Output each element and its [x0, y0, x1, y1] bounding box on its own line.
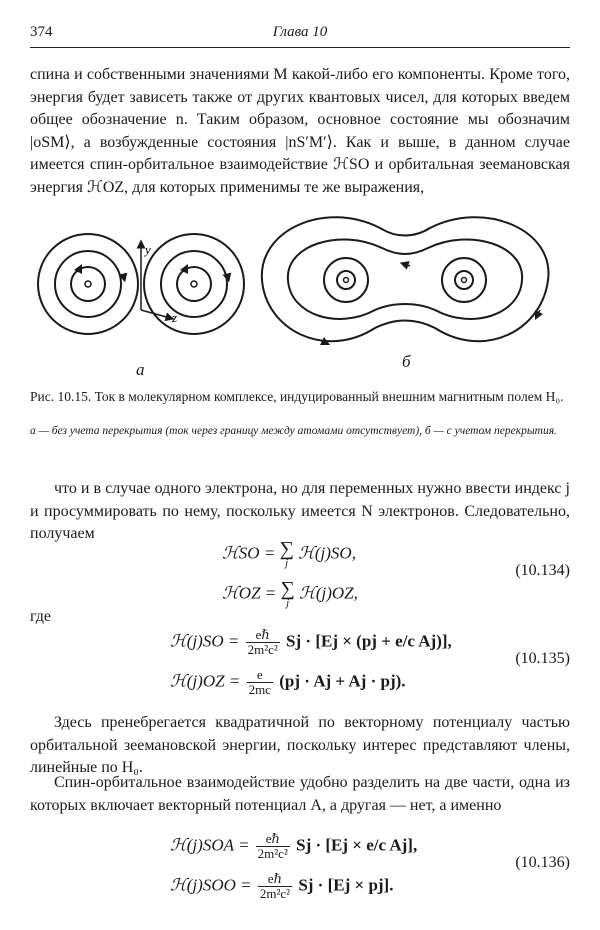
paragraph-3: Здесь пренебрегается квадратичной по векторному потенциалу частью орбитальной зеемановской энергии, поскольку интерес представляют члены, линейные по H₀. [30, 714, 570, 777]
eq134-number: (10.134) [515, 562, 570, 579]
figure-10-15 [30, 210, 570, 385]
figure-caption: Рис. 10.15. Ток в молекулярном комплексе, индуцированный внешним магнитным полем H₀. [30, 389, 564, 404]
figure-b-outer-contours [262, 217, 549, 341]
figure-subcaption: а — без учета перекрытия (ток через границу между атомами отсутствует), б — с учетом перекрытия. [30, 425, 557, 437]
equation-10-134 [0, 540, 600, 620]
running-header [30, 24, 570, 46]
chapter-title: Глава 10 [272, 24, 328, 40]
axis-z-label: z [172, 310, 178, 325]
figure-a-right-atom [144, 234, 244, 334]
figure-label-b: б [402, 352, 411, 371]
paragraph-1: спина и собственными значениями M какой-либо его компоненты. Кроме того, энергия будет зависеть также от других квантовых чисел, для которых введем общее обозначение n. Таким образом, основное состояние мы обозначим |oSM⟩, а возбужденные состояния |nS′M′⟩. Как и выше, в данном случае имеется спин-орбитальное взаимодействие ℋSO и орбитальная зеемановская энергия ℋOZ, для которых применимы те же выражения, [30, 66, 570, 196]
page-number: 374 [30, 24, 53, 40]
eq135-line2: ℋ(j)OZ = $\frac{e}{2mc}$ (pj · Aj + Aj · pj). [170, 667, 406, 697]
figure-label-a: а [136, 360, 145, 379]
equation-10-136 [0, 832, 600, 912]
figure-a-left-atom [38, 234, 138, 334]
equation-10-135 [0, 628, 600, 698]
eq136-line1: ℋ(j)SOA = $\frac{\text{eℏ}}{\text{2m²c²}}$ Sj · [Ej × e/c Aj], [170, 831, 418, 861]
figure-drawing [30, 210, 570, 385]
eq134-line2: ℋOZ = ∑ j ℋ(j)OZ, [222, 578, 358, 609]
eq135-number: (10.135) [515, 650, 570, 667]
eq134-line1: ℋSO = ∑ j ℋ(j)SO, [222, 538, 356, 569]
header-rule [30, 47, 570, 48]
axis-y-label: y [145, 242, 151, 257]
eq136-line2: ℋ(j)SOO = $\frac{\text{eℏ}}{\text{2m²c²}}$ Sj · [Ej × pj]. [170, 871, 394, 901]
eq135-line1: ℋ(j)SO = $\frac{\text{eℏ}}{\text{2m²c²}}$ Sj · [Ej × (pj + e/c Aj)], [170, 627, 452, 657]
where-label: где [30, 608, 52, 625]
paragraph-2: что и в случае одного электрона, но для переменных нужно ввести индекс j и просуммировать по нему, поскольку имеется N электронов. Следовательно, получаем [30, 480, 570, 543]
paragraph-4: Спин-орбитальное взаимодействие удобно разделить на две части, одна из которых включает векторный потенциал A, а другая — нет, а именно [30, 774, 570, 814]
eq136-number: (10.136) [515, 854, 570, 871]
